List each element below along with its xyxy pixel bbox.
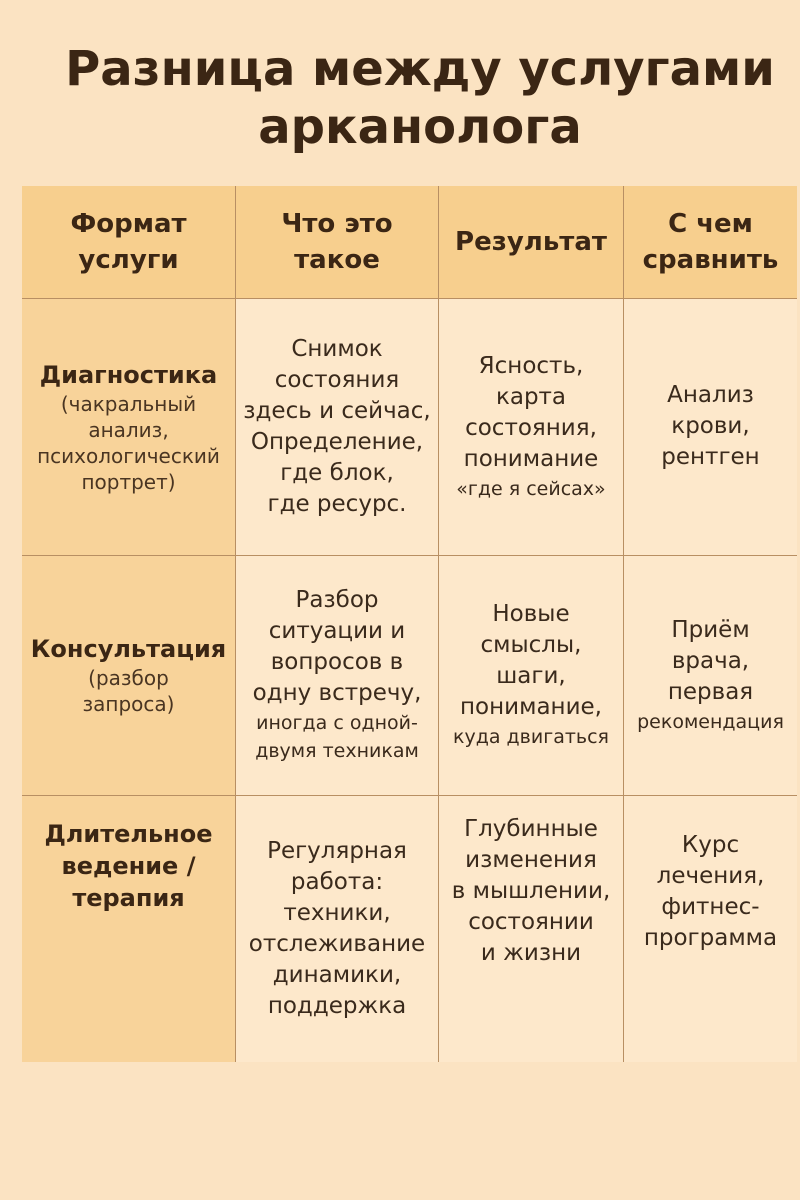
result-cell [439, 555, 624, 795]
header-what [236, 186, 439, 299]
cell-line: здесь и сейчас, [243, 397, 431, 424]
cell-line: Глубинные [464, 816, 598, 843]
format-name: терапия [72, 884, 185, 913]
table-row [22, 555, 797, 795]
format-cell-diagnostics [22, 299, 236, 555]
header-text: С чем [668, 209, 753, 240]
result-cell [439, 796, 624, 1062]
format-name: Консультация [30, 635, 227, 664]
cell-line: первая [667, 678, 754, 705]
cell-line: Снимок [291, 335, 383, 362]
cell-line: двумя техникам [255, 740, 419, 763]
cell-line: вопросов в [270, 649, 404, 676]
cell-line: врача, [671, 647, 750, 674]
title-line: Разница между услугами [65, 41, 775, 97]
table-row [22, 299, 797, 555]
header-text: Формат [70, 209, 187, 240]
cell-line: где ресурс. [267, 490, 407, 517]
result-cell [439, 299, 624, 555]
cell-line: ситуации и [268, 618, 406, 645]
header-text: Что это [281, 209, 393, 240]
cell-line: понимание [463, 445, 599, 472]
page-title [0, 40, 800, 156]
cell-line: Определение, [250, 428, 424, 455]
cell-line: программа [643, 925, 778, 952]
cell-line: Регулярная [267, 838, 407, 865]
header-result [439, 186, 624, 299]
cell-line: в мышлении, [451, 878, 611, 905]
cell-line: Разбор [295, 587, 379, 614]
what-cell [236, 555, 439, 795]
cell-line: отслеживание [248, 931, 426, 958]
cell-line: динамики, [272, 962, 402, 989]
what-cell [236, 299, 439, 555]
cell-line: шаги, [496, 663, 566, 690]
header-text: такое [294, 245, 380, 276]
format-note: анализ, [88, 417, 169, 442]
header-format [22, 186, 236, 299]
header-text: сравнить [642, 245, 779, 276]
cell-line: «где я сейсах» [456, 477, 606, 500]
format-note: запроса) [82, 692, 175, 717]
cell-line: поддержка [267, 993, 407, 1020]
cell-line: куда двигаться [453, 726, 609, 749]
cell-line: лечения, [656, 863, 765, 890]
format-name: ведение / [61, 852, 196, 881]
compare-cell [624, 555, 798, 795]
cell-line: Новые [492, 601, 570, 628]
format-note: портрет) [81, 469, 176, 494]
cell-line: работа: [290, 869, 384, 896]
cell-line: состояния [274, 366, 400, 393]
cell-line: Приём [671, 616, 750, 643]
cell-line: смыслы, [480, 632, 582, 659]
header-text: Результат [455, 227, 607, 258]
cell-line: где блок, [280, 459, 394, 486]
format-note: (разбор [88, 666, 169, 691]
cell-line: одну встречу, [252, 680, 422, 707]
format-name: Длительное [44, 820, 213, 849]
compare-cell [624, 796, 798, 1062]
cell-line: иногда с одной- [256, 712, 418, 735]
cell-line: фитнес- [661, 894, 760, 921]
cell-line: крови, [671, 413, 750, 440]
cell-line: техники, [283, 900, 391, 927]
cell-line: состоянии [468, 909, 594, 936]
format-note: психологический [37, 443, 220, 468]
cell-line: и жизни [480, 940, 582, 967]
format-name: Диагностика [39, 360, 218, 389]
services-table [22, 186, 797, 1062]
header-text: услуги [78, 245, 179, 276]
cell-line: Ясность, [478, 352, 584, 379]
cell-line: понимание, [460, 694, 602, 721]
cell-line: рентген [661, 444, 760, 471]
header-compare [624, 186, 798, 299]
compare-cell [624, 299, 798, 555]
cell-line: карта [495, 383, 567, 410]
table-row [22, 796, 797, 1062]
format-cell-consultation [22, 555, 236, 795]
title-line: арканолога [258, 99, 582, 155]
what-cell [236, 796, 439, 1062]
cell-line: изменения [465, 847, 597, 874]
cell-line: Анализ [667, 382, 754, 409]
cell-line: Курс [681, 832, 740, 859]
cell-line: состояния, [465, 414, 597, 441]
format-cell-therapy [22, 796, 236, 1062]
table-header-row [22, 186, 797, 299]
format-note: (чакральный [60, 391, 197, 416]
cell-line: рекомендация [637, 710, 784, 733]
